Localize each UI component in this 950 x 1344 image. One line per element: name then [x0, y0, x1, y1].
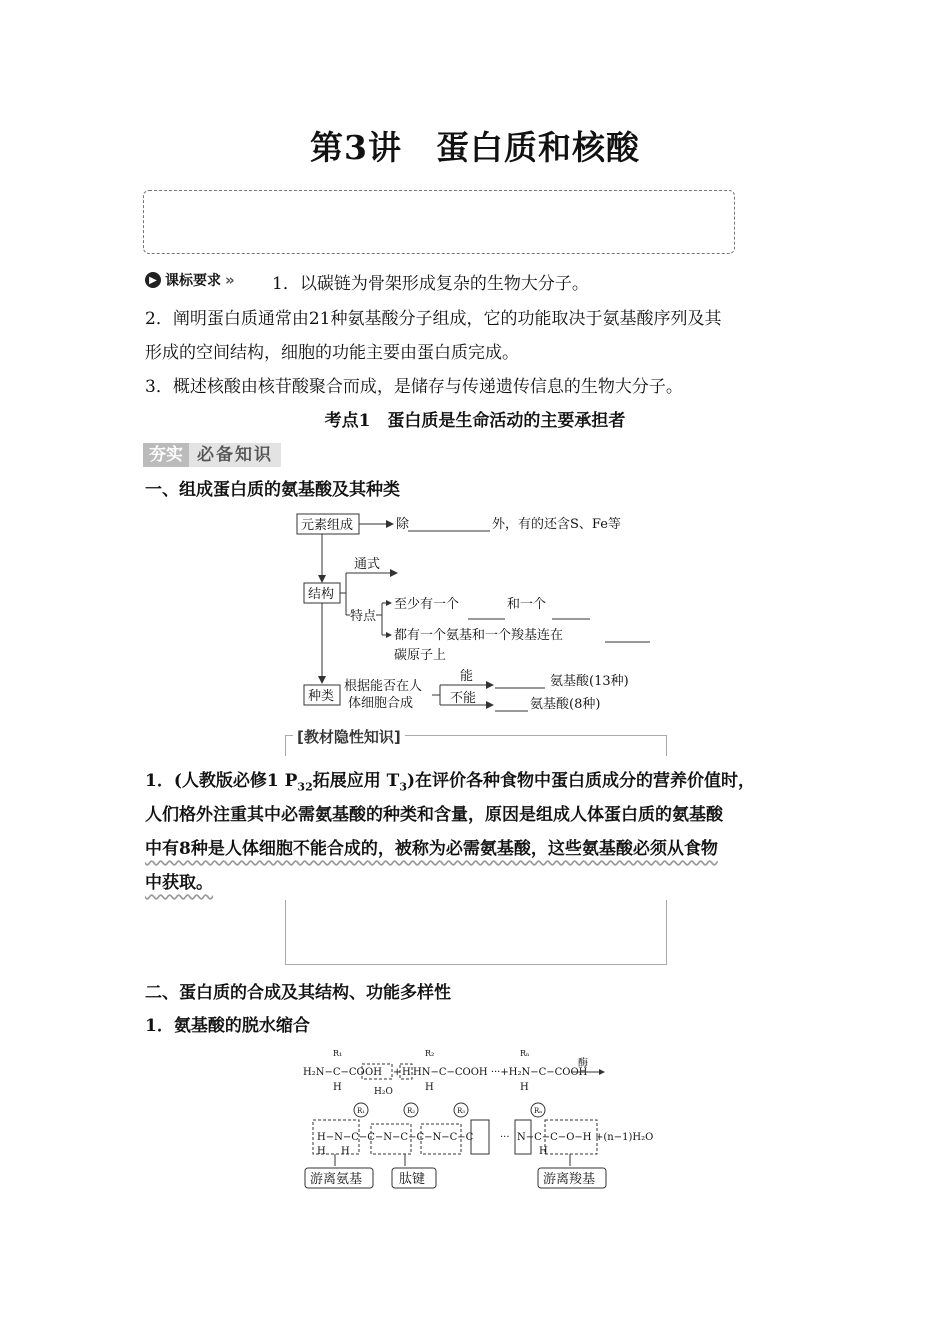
section-label-part2: 必备知识	[189, 443, 281, 467]
svg-text:R₃: R₃	[457, 1107, 466, 1115]
p1-sub: 32	[297, 780, 313, 794]
free-amino-label: 游离氨基	[310, 1172, 363, 1187]
kind-text-2: 体细胞合成	[348, 696, 414, 711]
svg-text:H: H	[333, 1082, 342, 1093]
general-formula-label: 通式	[354, 557, 381, 572]
svg-text:R₁: R₁	[357, 1107, 366, 1115]
kind-text-1: 根据能否在人	[344, 679, 423, 694]
heading-2: 二、蛋白质的合成及其结构、功能多样性	[145, 983, 451, 1003]
kaodian-heading: 考点1 蛋白质是生命活动的主要承担者	[324, 411, 626, 431]
svg-text:Rₙ: Rₙ	[520, 1049, 530, 1058]
feature-2b: 碳原子上	[394, 648, 447, 663]
hidden-knowledge-frame-bottom	[285, 900, 667, 965]
requirement-3: 3．概述核酸由核苷酸聚合而成，是储存与传递遗传信息的生物大分子。	[145, 377, 683, 397]
plus-water-label: +(n−1)H₂O	[595, 1132, 654, 1143]
svg-text:H₂N−C−CO: H₂N−C−CO	[303, 1067, 365, 1078]
p1-source: (人教版必修1 P	[173, 771, 298, 791]
feature-1b: 和一个	[507, 597, 547, 612]
elements-text-1: 除	[396, 517, 410, 532]
free-carboxyl-label: 游离羧基	[543, 1172, 596, 1187]
p1-source3: )	[406, 771, 416, 791]
badge-label: 课标要求	[165, 273, 221, 289]
play-icon: ▶	[145, 272, 161, 288]
cannot-label: 不能	[450, 691, 477, 706]
dehydration-condensation-diagram	[295, 1042, 665, 1197]
kind-box-label: 种类	[308, 689, 335, 704]
hidden-knowledge-p1	[145, 770, 755, 798]
svg-text:H: H	[402, 1067, 411, 1078]
heading-1: 一、组成蛋白质的氨基酸及其种类	[145, 480, 400, 500]
water-label: H₂O	[374, 1087, 393, 1097]
feature-1a: 至少有一个	[394, 597, 460, 612]
section-label	[143, 443, 281, 467]
svg-text:H: H	[539, 1146, 548, 1157]
svg-text:+: +	[393, 1067, 402, 1078]
section-label-part1: 夯实	[143, 443, 189, 467]
hidden-knowledge-p3: 中有8种是人体细胞不能合成的，被称为必需氨基酸，这些氨基酸必须从食物	[145, 839, 718, 859]
p1-sub2: 3	[399, 780, 407, 794]
peptide-bond-label: 肽键	[399, 1172, 426, 1187]
svg-text:Rₙ: Rₙ	[534, 1107, 543, 1115]
page-title: 第3讲 蛋白质和核酸	[310, 128, 640, 167]
enzyme-label: 酶	[578, 1058, 588, 1069]
course-requirement-badge	[145, 270, 235, 290]
hidden-knowledge-p4: 中获取。	[145, 873, 213, 893]
requirement-2a: 2．阐明蛋白质通常由21种氨基酸分子组成，它的功能取决于氨基酸序列及其	[145, 309, 722, 329]
svg-text:OH: OH	[365, 1067, 382, 1078]
feature-2a: 都有一个氨基和一个羧基连在	[394, 628, 564, 643]
requirement-1: 1．以碳链为骨架形成复杂的生物大分子。	[272, 274, 589, 294]
svg-text:R₂: R₂	[425, 1049, 435, 1058]
svg-text:H: H	[425, 1082, 434, 1093]
p1-prefix: 1．	[145, 771, 174, 791]
svg-text:H−N−C−C−N−C−C−N−C−C: H−N−C−C−N−C−C−N−C−C	[317, 1132, 474, 1143]
svg-text:R₂: R₂	[407, 1107, 416, 1115]
svg-text:H: H	[341, 1146, 350, 1157]
result-2: 氨基酸(8种)	[530, 697, 601, 712]
svg-text:N−C−C−O−H: N−C−C−O−H	[517, 1132, 592, 1143]
svg-text:H: H	[520, 1082, 529, 1093]
notes-box	[143, 190, 735, 254]
feature-label: 特点	[350, 609, 377, 624]
svg-text:HN−C−COOH ···+H₂N−C−COOH: HN−C−COOH ···+H₂N−C−COOH	[413, 1067, 588, 1078]
hidden-knowledge-p2: 人们格外注重其中必需氨基酸的种类和含量，原因是组成人体蛋白质的氨基酸	[145, 805, 723, 825]
can-label: 能	[460, 669, 474, 684]
double-chevron-icon: »	[225, 271, 235, 289]
elements-text-2: 外，有的还含S、Fe等	[492, 517, 621, 532]
p1-text: 在评价各种食物中蛋白质成分的营养价值时，	[415, 771, 756, 791]
elements-box-label: 元素组成	[301, 518, 354, 533]
amino-acid-concept-map	[290, 505, 670, 720]
hidden-knowledge-label: [教材隐性知识]	[293, 726, 405, 747]
requirement-2b: 形成的空间结构，细胞的功能主要由蛋白质完成。	[145, 343, 519, 363]
svg-text:R₁: R₁	[333, 1049, 343, 1058]
result-1: 氨基酸(13种)	[550, 674, 629, 689]
heading-3: 1．氨基酸的脱水缩合	[145, 1016, 310, 1036]
svg-text:H: H	[317, 1146, 326, 1157]
svg-text:···: ···	[500, 1132, 510, 1143]
structure-box-label: 结构	[308, 587, 335, 602]
p1-source2: 拓展应用 T	[312, 771, 400, 791]
